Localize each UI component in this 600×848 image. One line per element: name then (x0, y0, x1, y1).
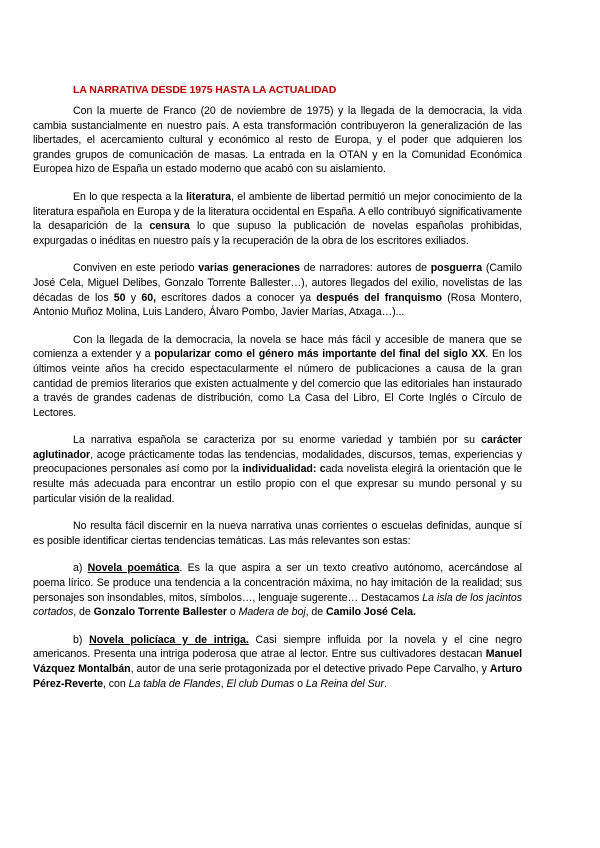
text-run: (Camilo José Cela, Miguel Delibes, Gonzalo Torrente Ballester…), autores llegados del exilio, novelistas de las décadas de los (33, 262, 522, 304)
bold-term: varias generaciones (198, 262, 301, 275)
paragraph-tendencias: No resulta fácil discernir en la nueva narrativa unas corrientes o escuelas definidas, aunque sí es posible identificar ciertas tendencias temáticas. Las más relevantes son estas: (33, 520, 522, 547)
text-run: o (226, 606, 239, 619)
text-run: Con la llegada de la democracia, la novela se hace más fácil y accesible de manera que se comienza a extender y a (33, 333, 522, 361)
paragraph-democracia (33, 333, 522, 421)
text-run: . En los últimos veinte años ha crecido espectacularmente el número de publicaciones a causa de la gran cantidad de premios literarios que existen actualmente y del comercio que las editoriales han instaurado a través de grandes cadenas de distribución, como La Casa del Libro, El Corte Inglés o Círculo de Lectores. (33, 348, 522, 419)
paragraph-literatura (33, 190, 522, 248)
bold-term: carácter aglutinador (33, 434, 522, 461)
section-heading: Novela poemática (87, 562, 180, 575)
text-run: En lo que respecta a la (73, 190, 187, 203)
author-name: Arturo Pérez-Reverte (33, 663, 522, 690)
bold-term: individualidad: c (242, 463, 326, 476)
bold-term: censura (149, 220, 190, 233)
text-run: y (125, 291, 142, 304)
paragraph-caracteristicas (33, 433, 522, 506)
text-run: , con (103, 677, 129, 690)
text-run: a) (73, 562, 88, 575)
book-title: La isla de los jacintos cortados (33, 591, 522, 619)
book-title: Madera de boj (238, 606, 306, 619)
text-run: ada novelista elegirá la orientación que le resulte más adecuada para encontrar un estilo propio con el que expresar su mundo personal y su particular visión de la realidad. (33, 463, 522, 505)
text-run: . (383, 677, 387, 690)
text-run: , de (305, 606, 327, 619)
text-run: Casi siempre influida por la novela y el cine negro americanos. Presenta una intriga poderosa que atrae al lector. Entre sus cultivadores destacan (33, 633, 523, 661)
text-run: lo que supuso la publicación de novelas españolas prohibidas, expurgadas o inéditas en nuestro país y la recuperación de la obra de los escritores exiliados. (33, 220, 522, 247)
text-run: b) (73, 633, 90, 646)
text-run: de narradores: autores de (300, 262, 431, 275)
author-name: Manuel Vázquez Montalbán (33, 648, 522, 675)
book-title: La tabla de Flandes (128, 677, 221, 690)
paragraph-generaciones (33, 261, 522, 319)
paragraph-intro: Con la muerte de Franco (20 de noviembre de 1975) y la llegada de la democracia, la vida cambia sustancialmente en nuestro país. A esta transformación contribuyeron la generalización de las libertades, el acercamiento cultural y económico al resto de Europa, y el poder que adquieren los grandes grupos de comunicación de masas. La entrada en la OTAN y en la Comunidad Económica Europea hizo de España un estado moderno que acabó con su aislamiento. (33, 105, 522, 176)
text-run: o (294, 677, 306, 690)
document-title: LA NARRATIVA DESDE 1975 HASTA LA ACTUALIDAD (73, 84, 337, 96)
text-run: . Es la que aspira a ser un texto creativo autónomo, acercándose al poema lírico. Se produce una tendencia a la concentración máxima, no hay imitación de la realidad; sus personajes son insondables, mitos, símbolos…, lenguaje sugerente… Destacamos (33, 562, 522, 604)
section-heading: Novela policíaca y de intriga. (89, 633, 249, 646)
bold-term: después del franquismo (316, 291, 442, 304)
author-name: Gonzalo Torrente Ballester (93, 606, 227, 619)
text-run: (Rosa Montero, Antonio Muñoz Molina, Luis Landero, Álvaro Pombo, Javier Marías, Atxaga…)... (33, 291, 522, 319)
text-run: , de (73, 606, 94, 619)
bold-term: 60, (141, 291, 156, 304)
book-title: El club Dumas (226, 677, 295, 690)
bold-term: posguerra (430, 262, 483, 275)
text-run: , (220, 677, 227, 690)
text-run: , acoge prácticamente todas las tendencias, modalidades, discursos, temas, experiencias y preocupaciones personales así como por la (33, 448, 522, 476)
text-run: , el ambiente de libertad permitió un mejor conocimiento de la literatura española en Europa y de la literatura occidental en España. A ello contribuyó significativamente la desaparición de la (33, 190, 523, 233)
document-body (33, 104, 522, 704)
paragraph-novela-policiaca (33, 633, 522, 691)
text-run: , autor de una serie protagonizada por el detective privado Pepe Carvalho, y (130, 663, 490, 675)
text-run: Conviven en este periodo (73, 262, 199, 275)
bold-term: 50 (113, 291, 126, 304)
author-name: Camilo José Cela. (326, 606, 416, 619)
bold-term: popularizar como el género más importante del final del siglo XX (154, 348, 486, 361)
bold-term: literatura (186, 190, 231, 203)
text-run: La narrativa española se caracteriza por su enorme variedad y también por su (73, 434, 482, 447)
paragraph-novela-poematica (33, 561, 522, 619)
book-title: La Reina del Sur (305, 677, 384, 690)
text-run: escritores dados a conocer ya (155, 291, 317, 304)
